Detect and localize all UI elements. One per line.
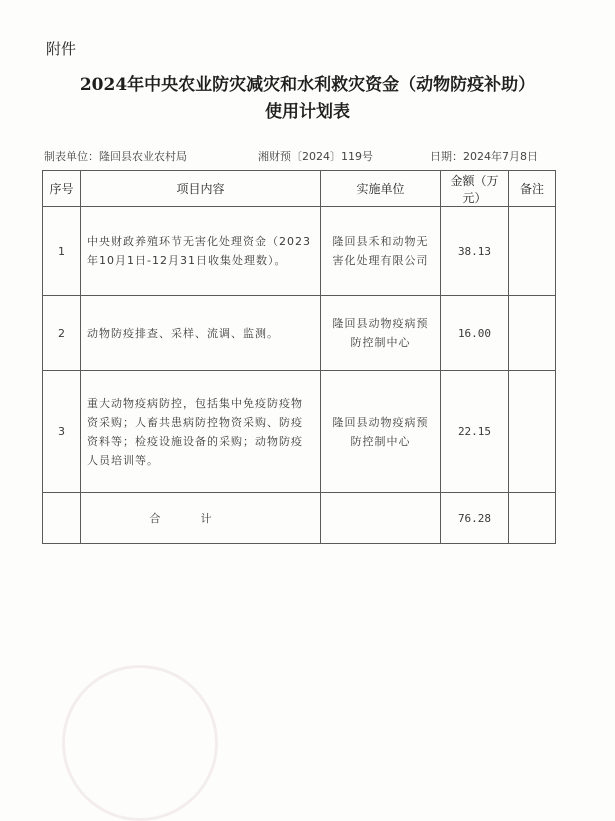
header-amount: 金额（万元） [441,171,509,207]
total-no [43,493,81,544]
header-remark: 备注 [509,171,556,207]
document-number: 湘财预〔2024〕119号 [258,150,373,163]
row-no: 2 [43,296,81,371]
row-content: 中央财政养殖环节无害化处理资金（2023年10月1日-12月31日收集处理数）。 [81,207,321,296]
row-unit: 隆回县动物疫病预防控制中心 [321,371,441,493]
row-no: 1 [43,207,81,296]
row-amount: 22.15 [441,371,509,493]
row-amount: 16.00 [441,296,509,371]
table-meta [44,148,571,164]
table-row [43,371,556,493]
row-remark [509,371,556,493]
row-unit: 隆回县动物疫病预防控制中心 [321,296,441,371]
prepared-by-unit: 制表单位：隆回县农业农村局 [44,150,187,163]
row-no: 3 [43,371,81,493]
row-unit: 隆回县禾和动物无害化处理有限公司 [321,207,441,296]
table-header-row [43,171,556,207]
attachment-label: 附件 [46,40,77,58]
table-row [43,296,556,371]
header-content: 项目内容 [81,171,321,207]
document-date: 日期：2024年7月8日 [430,150,538,163]
faded-seal-stamp [62,665,218,821]
total-unit [321,493,441,544]
table-total-row [43,493,556,544]
row-content: 动物防疫排查、采样、流调、监测。 [81,296,321,371]
page-title [0,72,615,126]
total-remark [509,493,556,544]
header-unit: 实施单位 [321,171,441,207]
header-no: 序号 [43,171,81,207]
total-label: 合计 [81,493,321,544]
total-amount: 76.28 [441,493,509,544]
fund-plan-table [42,170,556,544]
table-row [43,207,556,296]
row-remark [509,296,556,371]
row-content: 重大动物疫病防控，包括集中免疫防疫物资采购；人畜共患病防控物资采购、防疫资料等；检疫设施设备的采购；动物防疫人员培训等。 [81,371,321,493]
title-line-2: 使用计划表 [265,102,350,122]
title-line-1: 2024年中央农业防灾减灾和水利救灾资金（动物防疫补助） [79,75,536,95]
row-amount: 38.13 [441,207,509,296]
row-remark [509,207,556,296]
